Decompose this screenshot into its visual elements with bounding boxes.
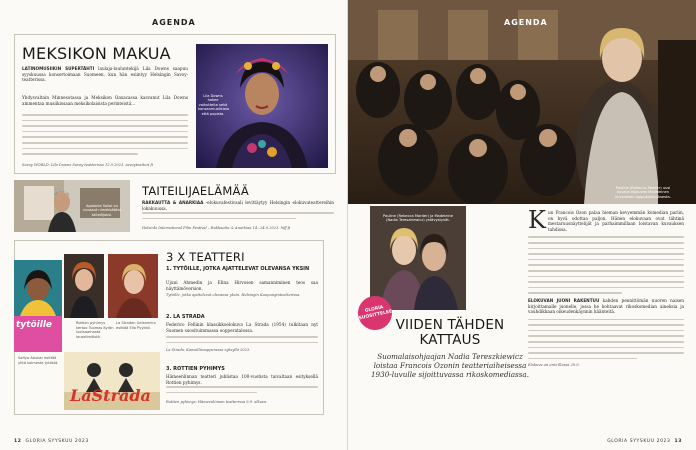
teatteri-title: 3 X TEATTERI	[166, 250, 245, 264]
rottien-photo	[64, 254, 104, 318]
teatteri-item2-text: Federico Fellinin klassikkoelokuva La Strada (1954) tulkitaan nyt Suomen suosituimmassa oopperatalossa.	[166, 322, 318, 333]
viiden-quote: Suomalaisohjaajan Nadia Tereszkiewicz loistaa Francois Ozonin teatteriaiheisessa 1930-luvulle sijoittuvassa rikoskomediassa.	[370, 352, 529, 379]
lastrada-photo	[108, 254, 158, 318]
taiteilija-lead	[142, 200, 334, 211]
teatteri-item1-title: 1. TYTÖILLE, JOTKA AJATTELEVAT OLEVANSA YKSIN	[166, 266, 310, 272]
viiden-para1	[528, 206, 684, 234]
viiden-subhead: ELOKUVAN JUONI RAKENTUU	[528, 297, 600, 303]
right-page	[348, 0, 696, 450]
teatteri-item3-title: 3. ROTTIEN PYHIMYS	[166, 366, 225, 372]
teatteri-item3-text: Hämeenlinnan teatteri juhlistaa 100-vuotista taivaltaan esityksellä Rottien pyhimys.	[166, 374, 318, 385]
right-agenda-label: AGENDA	[504, 18, 548, 27]
film-still-caption: Pauline (Rebecca Marder) uusi kuvaus elokuvan Madeleinen kuvauksen loppukohtauksesta.	[615, 186, 671, 199]
taiteilija-credit: Helsinki International Film Festival – Rakkautta & Anarkiaa 14.–24.9.2023. hiff.fi	[142, 226, 291, 230]
rottien-caption: Rottien pyhimys kertoo Tuomas Kyrön luotsaamasta lauseilmiöstä.	[76, 321, 114, 339]
meksikon-title: MEKSIKON MAKUA	[22, 44, 171, 63]
teatteri-item3-lines	[166, 386, 318, 397]
taiteilija-text-lines	[142, 212, 334, 223]
meksikon-text-lines	[22, 114, 188, 159]
taiteilija-lead-bold: RAKKAUTTA & ANARKIAA	[142, 200, 204, 205]
taiteilija-photo	[14, 180, 130, 232]
film-still-photo	[348, 0, 696, 204]
viiden-para2	[528, 298, 684, 315]
teatteri-item1-text: Ujuni Ahmedin ja Elina Hirvosen samanniminen teos saa näyttämöversion.	[166, 280, 318, 291]
tytoille-poster	[14, 260, 62, 352]
right-magazine-name: GLORIA SYYSKUU 2023	[607, 439, 671, 444]
viiden-para1-text: un Francois Ozon palaa hieman kevyemmän komedian pariin, on hyvä odottaa paljon. Hänen elokuvaan ovat tähtinä mestaruusnäyttelijät ja parhaimmillaan loistavan kuvauksen tahdissa.	[547, 210, 684, 232]
meksikon-credit: Savoy WORLD: Lila Downs Savoy-teatterissa 12.9.2023. savoyteatteri.fi	[22, 163, 153, 167]
teatteri-item2-credit: La Strada, Kansallisoopperassa syksyllä 2023.	[166, 348, 251, 352]
badge-text: GLORIA SUOSITTELEE	[358, 305, 393, 321]
teatteri-item2-lines	[166, 336, 318, 347]
viiden-credit: Elokuva on ensi-illassa 29.9.	[528, 363, 580, 368]
taiteilija-caption: Apolonia Sokol on noussut nimekkääksi taiteilijaksi.	[83, 204, 121, 217]
lila-downs-photo	[196, 44, 328, 168]
meksikon-lead-text: laulaja-lauluntekijä Lila Downs saapuu syyskuussa konsertoimaan Suomeen, kun hän esiintyy Helsingin Savoy-teatterissa.	[22, 66, 188, 83]
left-folio	[14, 439, 89, 444]
meksikon-para2: Yhdysvaltain Minnesotassa ja Meksikon Oaxacassa kasvanut Lila Downs ammentaa musiikissaan meksikolaisista perinteistä...	[22, 95, 188, 106]
left-magazine-name: GLORIA SYYSKUU 2023	[25, 439, 89, 444]
lastrada-poster-title: LaStrada	[70, 386, 151, 405]
lastrada-poster	[64, 352, 160, 410]
viiden-title: VIIDEN TÄHDEN KATTAUS	[395, 317, 505, 348]
tytoille-poster-title: tytöille	[16, 320, 53, 330]
viiden-para2-text: kahden pennittömän nuoren naisen kirjoittamalle juonelle, jossa he kohtaavat rikoskomedian aineksia ja vauhdikkaan oikeudenkäynnin käänteitä.	[528, 297, 684, 315]
right-page-number: 13	[674, 439, 682, 444]
viiden-para1-lines	[528, 236, 684, 294]
lastrada-caption: La Stradan Gelsomina esittää Ella Pyykkö.	[116, 321, 156, 330]
inset-photo	[370, 206, 466, 310]
left-agenda-label: AGENDA	[152, 18, 196, 27]
taiteilija-lead-text: -elokuvafestivaali levittäytyy Helsingin elokuvateattereihin lokakuussa.	[142, 200, 334, 211]
drop-cap: K	[528, 206, 546, 234]
inset-caption: Pauline (Rebecca Marder) ja Madeleine (Nadia Tereszkiewicz) ystävystyvät.	[383, 214, 453, 223]
viiden-para2-lines	[528, 319, 684, 360]
right-folio	[607, 439, 682, 444]
viiden-article	[528, 206, 684, 368]
taiteilija-title: TAITEILIJAELÄMÄÄ	[142, 184, 249, 198]
meksikon-lead-bold: LATINOMUSIIKIN SUPERTÄHTI	[22, 66, 95, 71]
teatteri-item3-credit: Rottien pyhimys: Hämeenlinnan teatterissa 9.9. alkaen.	[166, 400, 268, 404]
teatteri-item2-title: 2. LA STRADA	[166, 314, 205, 320]
tytoille-caption: Safiya Abukar esittää yhtä kolmesta tytöstä.	[18, 356, 59, 365]
teatteri-item1-credit: Tytöille, jotka ajattelevat olevansa yksin. Helsingin Kaupunginteatterissa.	[166, 293, 301, 297]
left-page-number: 12	[14, 439, 22, 444]
meksikon-lead	[22, 66, 188, 83]
lila-downs-caption: Lila Downs hakee vaikutteita sekä kansanmusiikista että popista.	[198, 94, 230, 116]
